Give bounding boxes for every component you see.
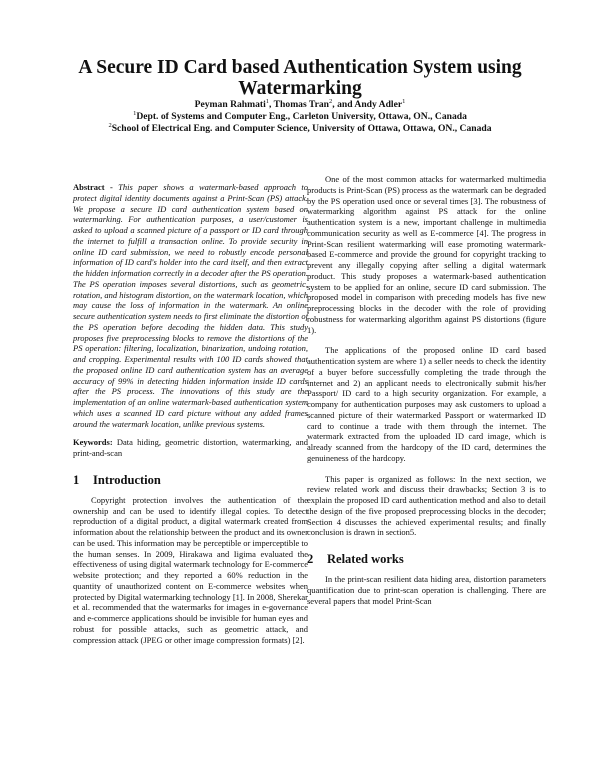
affiliation-line xyxy=(40,111,560,123)
affiliation-line xyxy=(40,123,560,135)
abstract-label: Abstract - xyxy=(73,182,119,192)
related-works-paragraph: In the print-scan resilient data hiding area, distortion parameters quantification due to print-scan operation is challenging. There are several papers that model Print-Scan xyxy=(307,574,546,606)
affiliation-text: Dept. of Systems and Computer Eng., Carleton University, Ottawa, ON., Canada xyxy=(136,111,467,122)
abstract-text: This paper shows a watermark-based approach to protect digital identity documents against a Print-Scan (PS) attack. We propose a secure ID card authentication system based on watermarking. For authentication purposes, a user/customer is asked to upload a scanned picture of a passport or ID card through the internet to fulfill a transaction online. To provide security in online ID card submission, we need to robustly encode personal information of ID card's holder into the card itself, and then extract the hidden information correctly in a decoder after the PS operation. The PS operation imposes several distortions, such as geometric, rotation, and histogram distortion, on the watermark location, which may cause the loss of information in the watermark. An online secure authentication system needs to first eliminate the distortion of the PS operation before decoding the hidden data. This study proposes five preprocessing blocks to remove the distortions of the PS operation: filtering, localization, binarization, undoing rotation, and cropping. Experimental results with 100 ID cards showed that the proposed online ID card authentication system has an average accuracy of 99% in detecting hidden information inside ID cards after the PS process. The innovations of this study are the implementation of an online watermark-based authentication system which uses a scanned ID card picture without any added frames around the watermark location, unlike previous systems. xyxy=(73,182,308,429)
author-name: Peyman Rahmati xyxy=(194,99,266,110)
abstract xyxy=(73,182,308,429)
keywords-label: Keywords: xyxy=(73,437,113,448)
author-affiliation-mark: 1 xyxy=(402,98,406,105)
affiliation-mark: 1 xyxy=(133,110,137,117)
body-paragraph: One of the most common attacks for watermarked multimedia products is Print-Scan (PS) process as the watermark can be degraded by the PS operation used once or several times [3]. The robustness of watermarking algorithm against PS attack for the online authentication system is a new, important challenge in multimedia communication security as well as E-commerce [4]. The progress in Print-Scan resilient watermarking will ease promoting watermark-based E-commerce and provide the ground for copyright tracking to prevent any illegally copying after selling a digital watermark product. This study proposes a watermark-based authentication system to be applied for an online, secure ID card submission. The proposed model in comparison with preceding models has five new preprocessing blocks in the decoder with the role of providing robustness for watermarking algorithm against PS distortions (figure 1). xyxy=(307,174,546,335)
body-paragraph: The applications of the proposed online ID card based authentication system are where 1) a seller needs to check the identity of a buyer before successfully completing the trade through the internet and 2) an applicant needs to electronically submit his/her Passport/ ID card to a high security organization. For example, a company for authentication purposes may ask customers to upload a scanned picture of their watermarked Passport or watermarked ID card to continue a trade with them through the internet. The watermark extracted from the uploaded ID card image, which is already scanned from the hardcopy of the ID card, determines the genuineness of the hardcopy. xyxy=(307,345,546,463)
introduction-paragraph: Copyright protection involves the authentication of the ownership and can be used to identify illegal copies. To detect reproduction of a digital product, a digital watermark created from information about the relationship between the product and its owner can be used. This information may be perceptible or imperceptible to the human senses. In 2009, Hirakawa and Iigima evaluated the effectiveness of using digital watermark technology for E-commerce website protection; and they reported a 60% reduction in the quantity of unauthorized content on E-commerce websites when protected by Digital watermarking technology [1]. In 2008, Sherekar et al. recommended that the watermarks for images in e-governance and e-commerce applications should be invisible for human eyes and robust for possible attacks, such as geometric attack, and compression attack (JPEG or other image compression formats) [2]. xyxy=(73,494,308,645)
author-names: Peyman Rahmati$^1$, Thomas Tran$^2$, and Andy Adler$^1$ xyxy=(194,98,406,110)
section-title: Introduction xyxy=(93,472,161,487)
paper-title: A Secure ID Card based Authentication System using Watermarking xyxy=(78,57,522,99)
section-title: Related works xyxy=(327,552,404,566)
affiliation-mark: 2 xyxy=(108,122,112,129)
left-column xyxy=(73,182,308,645)
author-block xyxy=(40,99,560,135)
author-affiliation-mark: 2 xyxy=(329,98,333,105)
section-number: 2 xyxy=(307,552,314,566)
section-heading-introduction xyxy=(73,473,308,487)
author-affiliation-mark: 1 xyxy=(265,98,270,105)
affiliation-text: School of Electrical Eng. and Computer Science, University of Ottawa, Ottawa, ON., Canada xyxy=(111,123,492,134)
keywords-text: Data hiding, geometric distortion, watermarking, and print-and-scan xyxy=(73,437,308,458)
keywords xyxy=(73,437,308,459)
body-paragraph: This paper is organized as follows: In the next section, we review related work and discuss their drawbacks; Section 3 is to explain the proposed ID card authentication method and also to detail the design of the five proposed preprocessing blocks in the decoder; Section 4 discusses the achieved experimental results; and finally conclusion is drawn in section5. xyxy=(307,473,546,538)
right-column xyxy=(307,174,546,606)
author-name: Thomas Tran xyxy=(273,99,330,110)
section-number: 1 xyxy=(73,472,80,487)
author-name: and Andy Adler xyxy=(337,99,403,110)
section-heading-related-works xyxy=(307,552,546,566)
